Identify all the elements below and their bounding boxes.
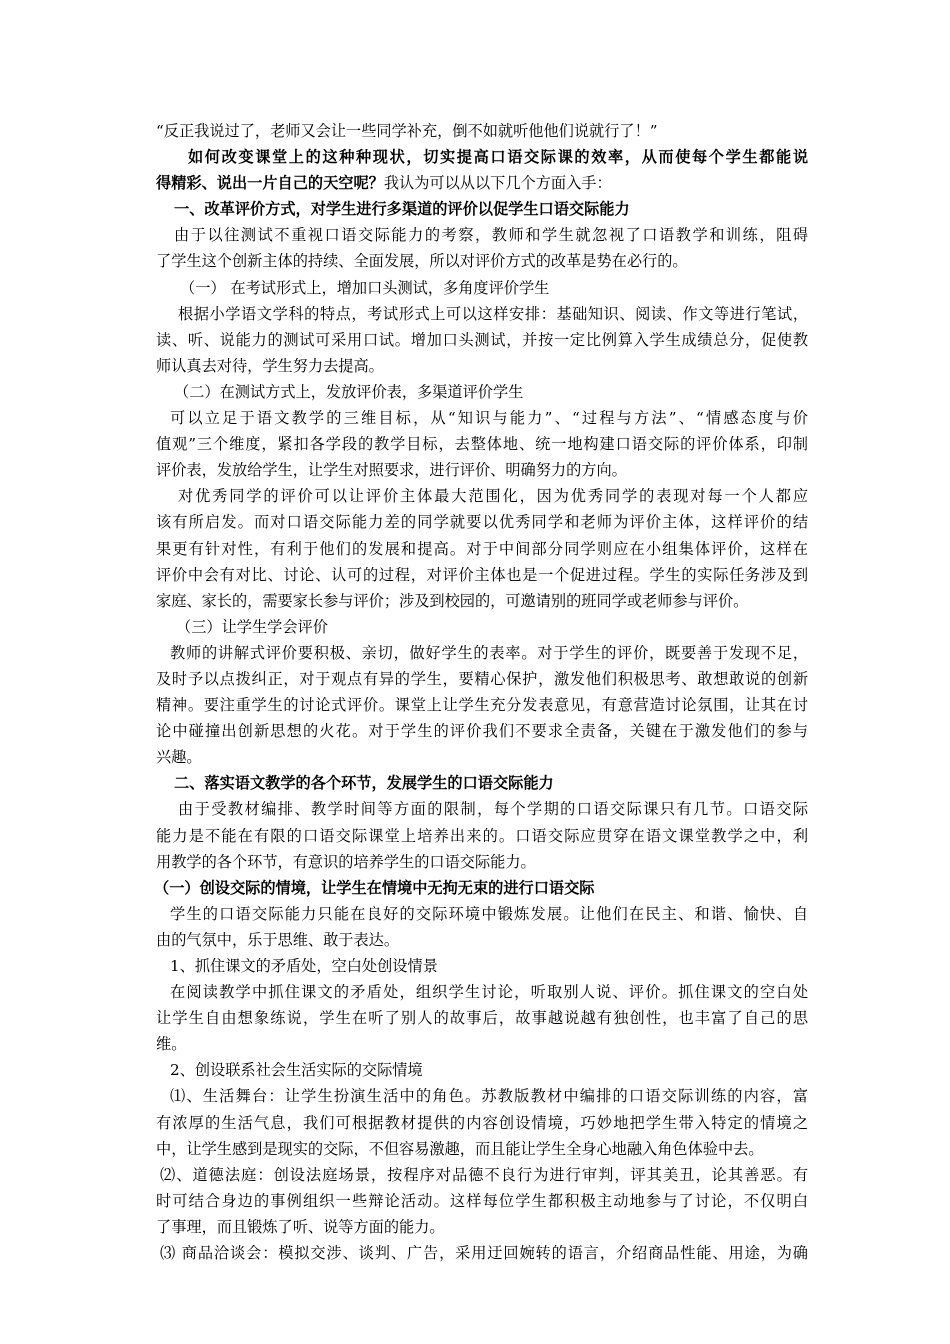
text-line: 对优秀同学的评价可以让评价主体最大范围化，因为优秀同学的表现对每一个人都应 (178, 487, 808, 506)
text-line: （二）在测试方式上，发放评价表，多渠道评价学生 (174, 382, 524, 401)
bold-text: 得精彩、说出一片自己的天空呢？ (156, 174, 384, 193)
plain-text: 我认为可以从以下几个方面入手： (383, 174, 612, 193)
text-line: 了事理，而且锻炼了听、说等方面的能力。 (156, 1217, 445, 1236)
document-body (154, 118, 808, 1266)
text-line: 让学生自由想象练说，学生在听了别人的故事后，故事越说越有独创性，也丰富了自己的思 (156, 1009, 808, 1028)
text-line: 由的气氛中，乐于思维、敢于表达。 (156, 930, 399, 949)
text-line: 兴趣。 (156, 748, 202, 767)
text-line: 评价表，发放给学生，让学生对照要求，进行评价、明确努力的方向。 (156, 461, 627, 480)
text-line: 有浓厚的生活气息，我们可根据教材提供的内容创设情境，巧妙地把学生带入特定的情境之 (156, 1113, 808, 1132)
text-line: 根据小学语文学科的特点，考试形式上可以这样安排：基础知识、阅读、作文等进行笔试， (178, 304, 808, 323)
text-line: 果更有针对性，有利于他们的发展和提高。对于中间部分同学则应在小组集体评价，这样在 (156, 539, 808, 558)
text-line: 时可结合身边的事例组织一些辩论活动。这样每位学生都积极主动地参与了讨论，不仅明白 (156, 1191, 808, 1210)
text-line: （一） 在考试形式上，增加口头测试，多角度评价学生 (180, 278, 550, 297)
text-line: 该有所启发。而对口语交际能力差的同学就要以优秀同学和老师为评价主体，这样评价的结 (156, 513, 808, 532)
text-line: 读、听、说能力的测试可采用口试。增加口头测试，并按一定比例算入学生成绩总分，促使教 (156, 330, 808, 349)
text-line: 评价中会有对比、讨论、认可的过程，对评价主体也是一个促进过程。学生的实际任务涉及到 (156, 565, 808, 584)
text-line: 师认真去对待，学生努力去提高。 (156, 356, 384, 375)
text-line: ⑴、生活舞台：让学生扮演生活中的角色。苏教版教材中编排的口语交际训练的内容，富 (170, 1087, 808, 1106)
text-line: 如何改变课堂上的这种种现状，切实提高口语交际课的效率，从而使每个学生都能说 (188, 148, 808, 167)
text-line: 能力是不能在有限的口语交际课堂上培养出来的。口语交际应贯穿在语文课堂教学之中，利 (156, 826, 808, 845)
text-line: 学生的口语交际能力只能在良好的交际环境中锻炼发展。让他们在民主、和谐、愉快、自 (170, 904, 808, 923)
text-line: 1、抓住课文的矛盾处，空白处创设情景 (170, 957, 438, 975)
text-line (156, 170, 808, 196)
text-line: 可以立足于语文教学的三维目标，从“知识与能力”、“过程与方法”、“情感态度与价 (170, 409, 808, 428)
text-line: 维。 (156, 1035, 187, 1054)
text-line: 家庭、家长的，需要家长参与评价；涉及到校园的，可邀请别的班同学或老师参与评价。 (156, 591, 749, 610)
text-line: （三）让学生学会评价 (176, 617, 328, 636)
text-line: 二、落实语文教学的各个环节，发展学生的口语交际能力 (174, 774, 554, 793)
text-line: “反正我说过了，老师又会让一些同学补充，倒不如就听他他们说就行了！” (156, 122, 658, 140)
text-line: 了学生这个创新主体的持续、全面发展，所以对评价方式的改革是势在必行的。 (156, 252, 688, 271)
text-line: 用教学的各个环节，有意识的培养学生的口语交际能力。 (156, 852, 536, 871)
text-line: 2、创设联系社会生活实际的交际情境 (170, 1061, 423, 1080)
text-line: 精神。要注重学生的讨论式评价。课堂上让学生充分发表意见，有意营造讨论氛围，让其在讨 (156, 696, 808, 715)
text-line: 中，让学生感到是现实的交际，不但容易激趣，而且能让学生全身心地融入角色体验中去。 (156, 1139, 764, 1158)
text-line: 由于以往测试不重视口语交际能力的考察，教师和学生就忽视了口语教学和训练，阻碍 (174, 226, 808, 245)
text-line: （一）创设交际的情境，让学生在情境中无拘无束的进行口语交际 (154, 878, 595, 897)
text-line: 一、改革评价方式，对学生进行多渠道的评价以促学生口语交际能力 (174, 200, 630, 219)
text-line: 论中碰撞出创新思想的火花。对于学生的评价我们不要求全责备，关键在于激发他们的参与 (156, 722, 808, 741)
text-line: 及时予以点拨纠正，对于观点有异的学生，要精心保护，激发他们积极思考、敢想敢说的创新 (156, 669, 808, 688)
text-line: ⑵、道德法庭：创设法庭场景，按程序对品德不良行为进行审判，评其美丑，论其善恶。有 (160, 1165, 808, 1184)
text-line: 在阅读教学中抓住课文的矛盾处，组织学生讨论，听取别人说、评价。抓住课文的空白处 (170, 983, 808, 1002)
text-line: ⑶ 商品洽谈会：模拟交涉、谈判、广告，采用迂回婉转的语言，介绍商品性能、用途，为确 (160, 1244, 808, 1263)
text-line: 由于受教材编排、教学时间等方面的限制，每个学期的口语交际课只有几节。口语交际 (178, 800, 808, 819)
text-line: 教师的讲解式评价要积极、亲切，做好学生的表率。对于学生的评价，既要善于发现不足， (170, 643, 808, 662)
text-line: 值观”三个维度，紧扣各学段的教学目标，去整体地、统一地构建口语交际的评价体系，印制 (156, 435, 808, 454)
